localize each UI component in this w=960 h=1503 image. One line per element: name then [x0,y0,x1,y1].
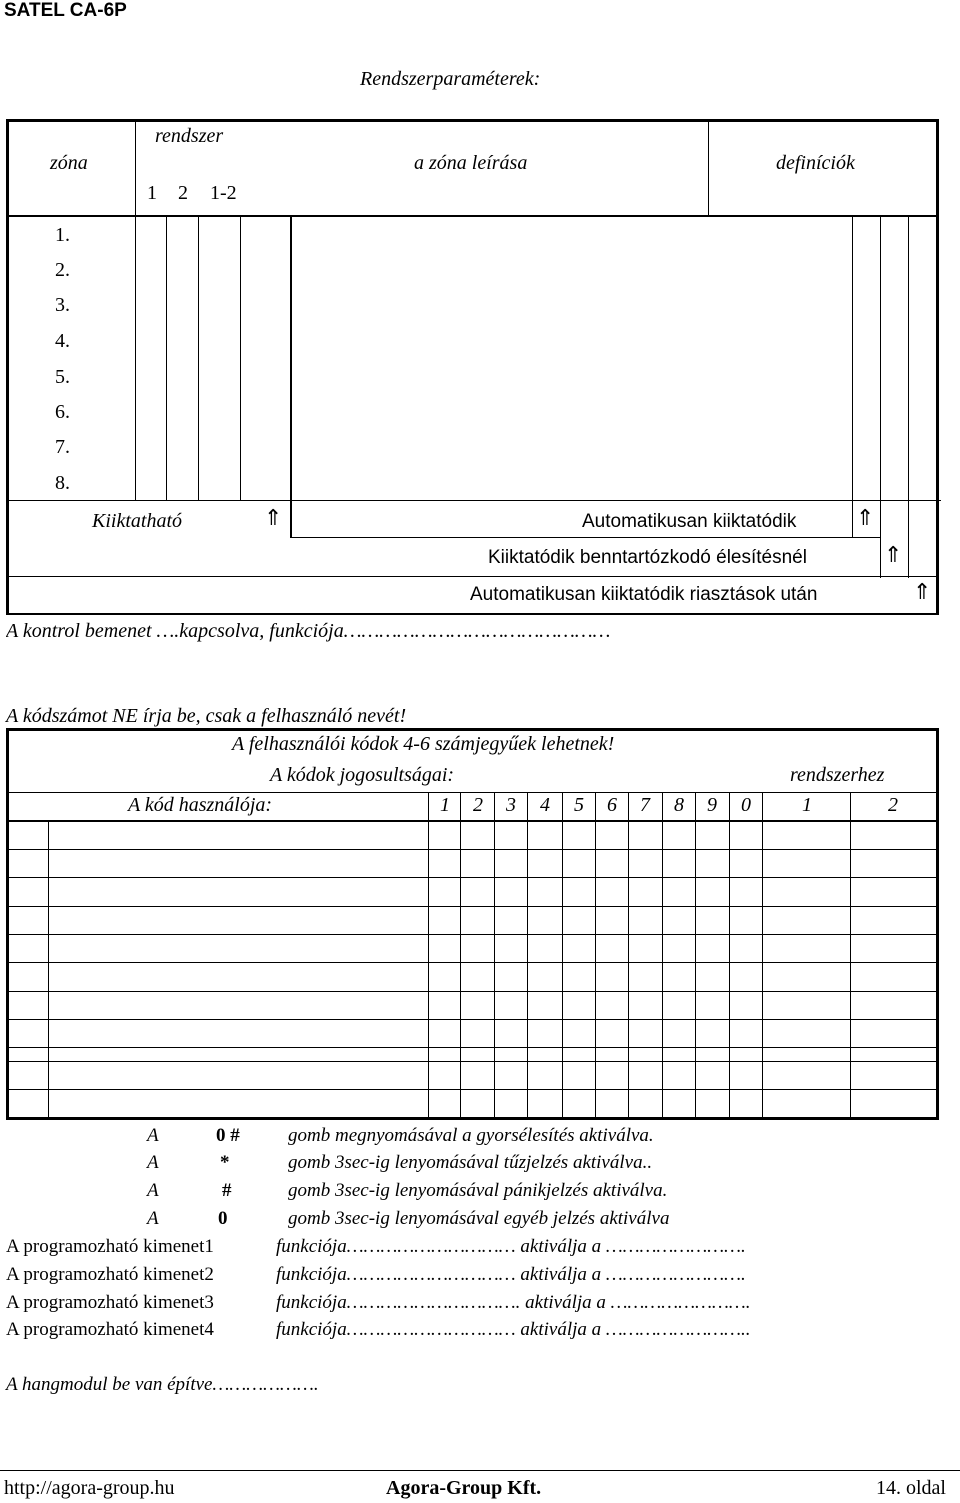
key-row-key: # [222,1180,232,1201]
rendszer-column-header: rendszer [155,125,224,147]
right-column-3: 3 [506,794,516,816]
zone-number-8: 8. [55,472,70,494]
key-row-key: 0 # [216,1125,240,1146]
output-label-3: A programozható kimenet3 [6,1292,214,1313]
zone-number-4: 4. [55,330,70,352]
up-arrow-icon: ⇑ [264,506,283,531]
code-rights-label: A kódok jogosultságai: [270,764,455,786]
system-column-2: 2 [888,794,898,816]
key-row-a: A [147,1208,159,1229]
code-length-note: A felhasználói kódok 4-6 számjegyűek lehetnek! [232,733,615,755]
rendszer-sub-1: 1 [147,182,157,204]
zone-number-3: 3. [55,294,70,316]
after-alarm-bypass-label: Automatikusan kiiktatódik riasztások után [470,584,818,605]
key-row-a: A [147,1152,159,1173]
right-column-6: 6 [607,794,617,816]
right-column-2: 2 [473,794,483,816]
rendszer-sub-2: 2 [178,182,188,204]
right-column-9: 9 [707,794,717,816]
output-func-1: funkciója………………………… aktiválja a ……………………. [276,1236,746,1257]
code-user-label: A kód használója: [128,794,273,816]
right-column-4: 4 [540,794,550,816]
rendszerhez-label: rendszerhez [790,764,885,786]
rendszer-sub-1-2: 1-2 [210,182,237,204]
right-column-7: 7 [640,794,650,816]
zones-section-title: Rendszerparaméterek: [360,68,541,90]
zone-number-6: 6. [55,401,70,423]
key-row-text: gomb 3sec-ig lenyomásával tűzjelzés aktiválva.. [288,1152,653,1173]
right-column-1: 1 [440,794,450,816]
key-row-a: A [147,1180,159,1201]
output-func-3: funkciója…………………………. aktiválja a ……………………. [276,1292,751,1313]
auto-bypass-label: Automatikusan kiiktatódik [582,511,797,532]
output-label-4: A programozható kimenet4 [6,1319,214,1340]
key-row-text: gomb 3sec-ig lenyomásával pánikjelzés aktiválva. [288,1180,668,1201]
zone-number-5: 5. [55,366,70,388]
footer-divider [0,1470,960,1471]
right-column-8: 8 [674,794,684,816]
code-note: A kódszámot NE írja be, csak a felhasználó nevét! [6,705,407,727]
document-title: SATEL CA-6P [4,0,127,21]
up-arrow-icon: ⇑ [884,543,903,568]
key-row-key: 0 [218,1208,228,1229]
key-row-key: * [220,1152,230,1173]
right-column-0: 0 [741,794,751,816]
definiciok-column-header: definíciók [776,152,855,174]
stay-bypass-label: Kiiktatódik benntartózkodó élesítésnél [488,547,807,568]
zone-number-2: 2. [55,259,70,281]
key-row-text: gomb 3sec-ig lenyomásával egyéb jelzés aktiválva [288,1208,670,1229]
footer-url[interactable]: http://agora-group.hu [4,1477,175,1499]
key-row-text: gomb megnyomásával a gyorsélesítés aktiválva. [288,1125,654,1146]
footer-page-number: 14. oldal [876,1477,946,1499]
output-func-4: funkciója………………………… aktiválja a …………………….. [276,1319,751,1340]
footer-company: Agora-Group Kft. [386,1477,542,1499]
right-column-5: 5 [574,794,584,816]
key-row-a: A [147,1125,159,1146]
output-label-1: A programozható kimenet1 [6,1236,214,1257]
up-arrow-icon: ⇑ [856,506,875,531]
sound-module-line: A hangmodul be van építve………………. [6,1374,319,1395]
output-func-2: funkciója………………………… aktiválja a ……………………. [276,1264,746,1285]
control-input-line: A kontrol bemenet ….kapcsolva, funkciója……………………………………… [6,620,611,642]
system-column-1: 1 [802,794,812,816]
zone-number-7: 7. [55,436,70,458]
output-label-2: A programozható kimenet2 [6,1264,214,1285]
kiiktathato-label: Kiiktatható [92,510,182,532]
zone-number-1: 1. [55,224,70,246]
leiras-column-header: a zóna leírása [414,152,528,174]
up-arrow-icon: ⇑ [913,580,932,605]
zona-column-header: zóna [50,152,88,174]
